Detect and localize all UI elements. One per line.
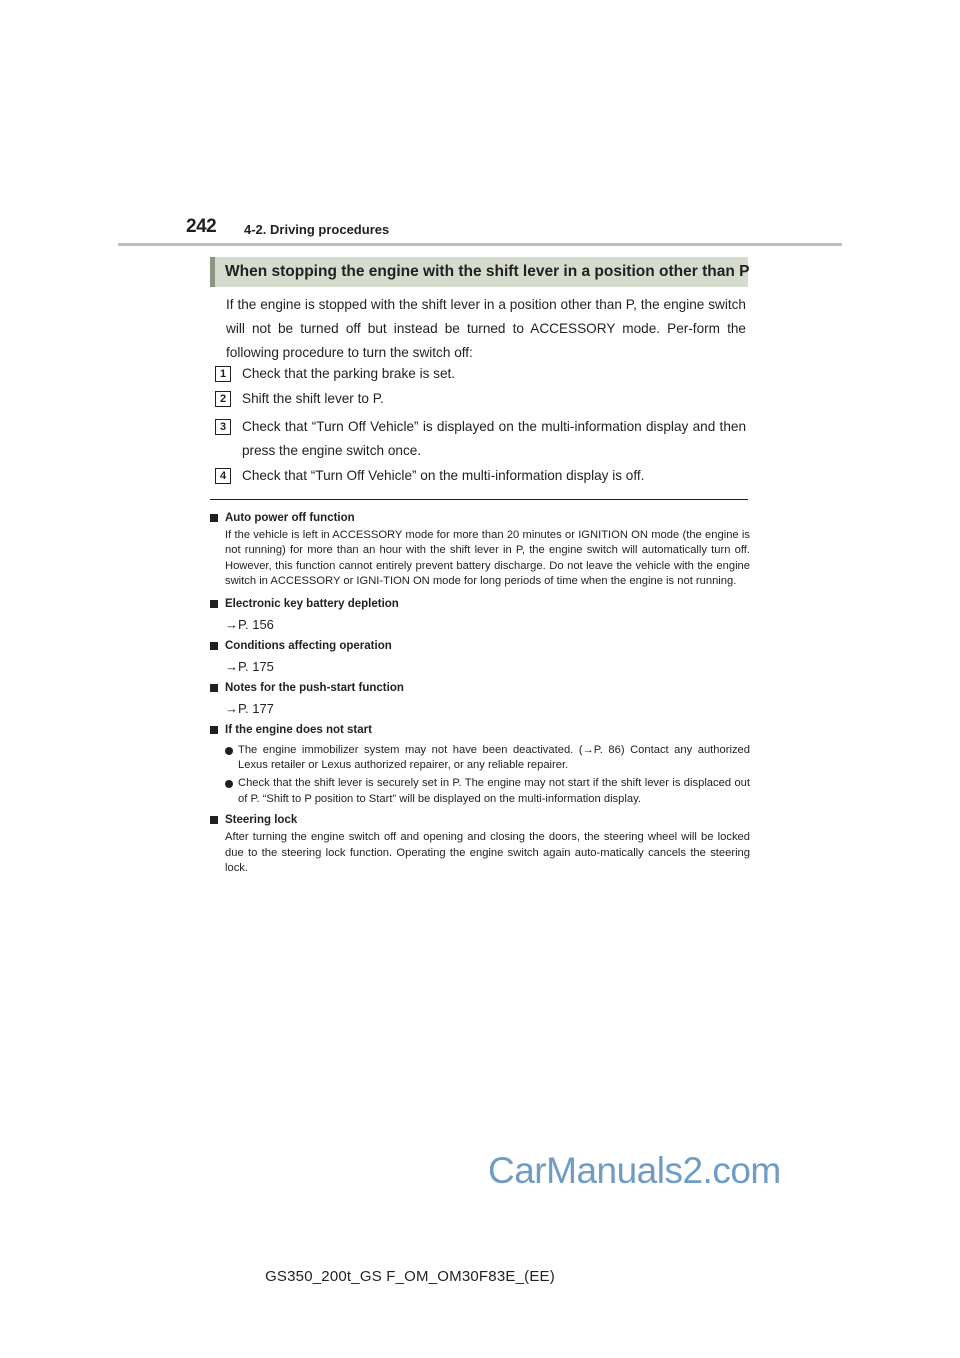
- watermark-logo: CarManuals2.com: [488, 1150, 781, 1191]
- bullet-item: The engine immobilizer system may not have been deactivated. (→P. 86) Contact any authorized Lexus retailer or Lexus authorized repairer, or any reliable repairer.: [210, 743, 750, 774]
- document-code: GS350_200t_GS F_OM_OM30F83E_(EE): [265, 1268, 555, 1285]
- section-title: 4-2. Driving procedures: [244, 222, 390, 237]
- bullet-item: Check that the shift lever is securely set in P. The engine may not start if the shift lever is displaced out of P. “Shift to P position to Start” will be displayed on the multi-information display.: [210, 776, 750, 807]
- step-number: 2: [215, 391, 231, 407]
- page-reference-link[interactable]: →P. 177: [225, 700, 274, 716]
- note-body: If the vehicle is left in ACCESSORY mode for more than 20 minutes or IGNITION ON mode (the engine is not running) for more than an hour with the shift lever in P, the engine switch will automatically turn off. However, this function cannot entirely prevent battery discharge. Do not leave the vehicle with the engine switch in ACCESSORY or IGNI-TION ON mode for long periods of time when the engine is not running.: [225, 529, 750, 588]
- step-number: 4: [215, 468, 231, 484]
- note-heading: Notes for the push-start function: [210, 678, 750, 698]
- step-text: Check that the parking brake is set.: [242, 366, 456, 381]
- square-bullet-icon: [210, 684, 218, 692]
- intro-paragraph: If the engine is stopped with the shift lever in a position other than P, the engine switch will not be turned off but instead be turned to ACCESSORY mode. Per-form the following procedure to turn the switch off:: [226, 297, 746, 360]
- step-3: [215, 415, 746, 463]
- step-1: [215, 362, 746, 386]
- notes-section: [210, 508, 750, 876]
- page-footer: [0, 1268, 960, 1285]
- step-text: Check that “Turn Off Vehicle” on the multi-information display is off.: [242, 468, 645, 483]
- note-heading: Electronic key battery depletion: [210, 594, 750, 614]
- box-heading: When stopping the engine with the shift lever in a position other than P: [210, 257, 748, 287]
- notes-divider: [210, 499, 748, 500]
- step-number: 1: [215, 366, 231, 382]
- header-divider: [118, 243, 842, 246]
- square-bullet-icon: [210, 642, 218, 650]
- note-heading: Auto power off function: [210, 508, 750, 528]
- step-text: Check that “Turn Off Vehicle” is displayed on the multi-information display and then press the engine switch once.: [242, 419, 746, 458]
- note-body: After turning the engine switch off and opening and closing the doors, the steering wheel will be locked due to the steering lock function. Operating the engine switch again auto-matically cancels the steering lock.: [225, 831, 750, 875]
- page-reference-link[interactable]: →P. 175: [225, 658, 274, 674]
- square-bullet-icon: [210, 726, 218, 734]
- note-heading: Steering lock: [210, 810, 750, 830]
- note-heading: If the engine does not start: [210, 720, 750, 740]
- step-2: [215, 387, 746, 411]
- square-bullet-icon: [210, 514, 218, 522]
- page-number: 242: [186, 216, 217, 237]
- round-bullet-icon: [225, 780, 233, 788]
- step-4: [215, 464, 746, 488]
- round-bullet-icon: [225, 747, 233, 755]
- page-reference-link[interactable]: →P. 156: [225, 616, 274, 632]
- square-bullet-icon: [210, 600, 218, 608]
- square-bullet-icon: [210, 816, 218, 824]
- note-heading: Conditions affecting operation: [210, 636, 750, 656]
- step-number: 3: [215, 419, 231, 435]
- page-header: [186, 216, 846, 246]
- step-text: Shift the shift lever to P.: [242, 391, 384, 406]
